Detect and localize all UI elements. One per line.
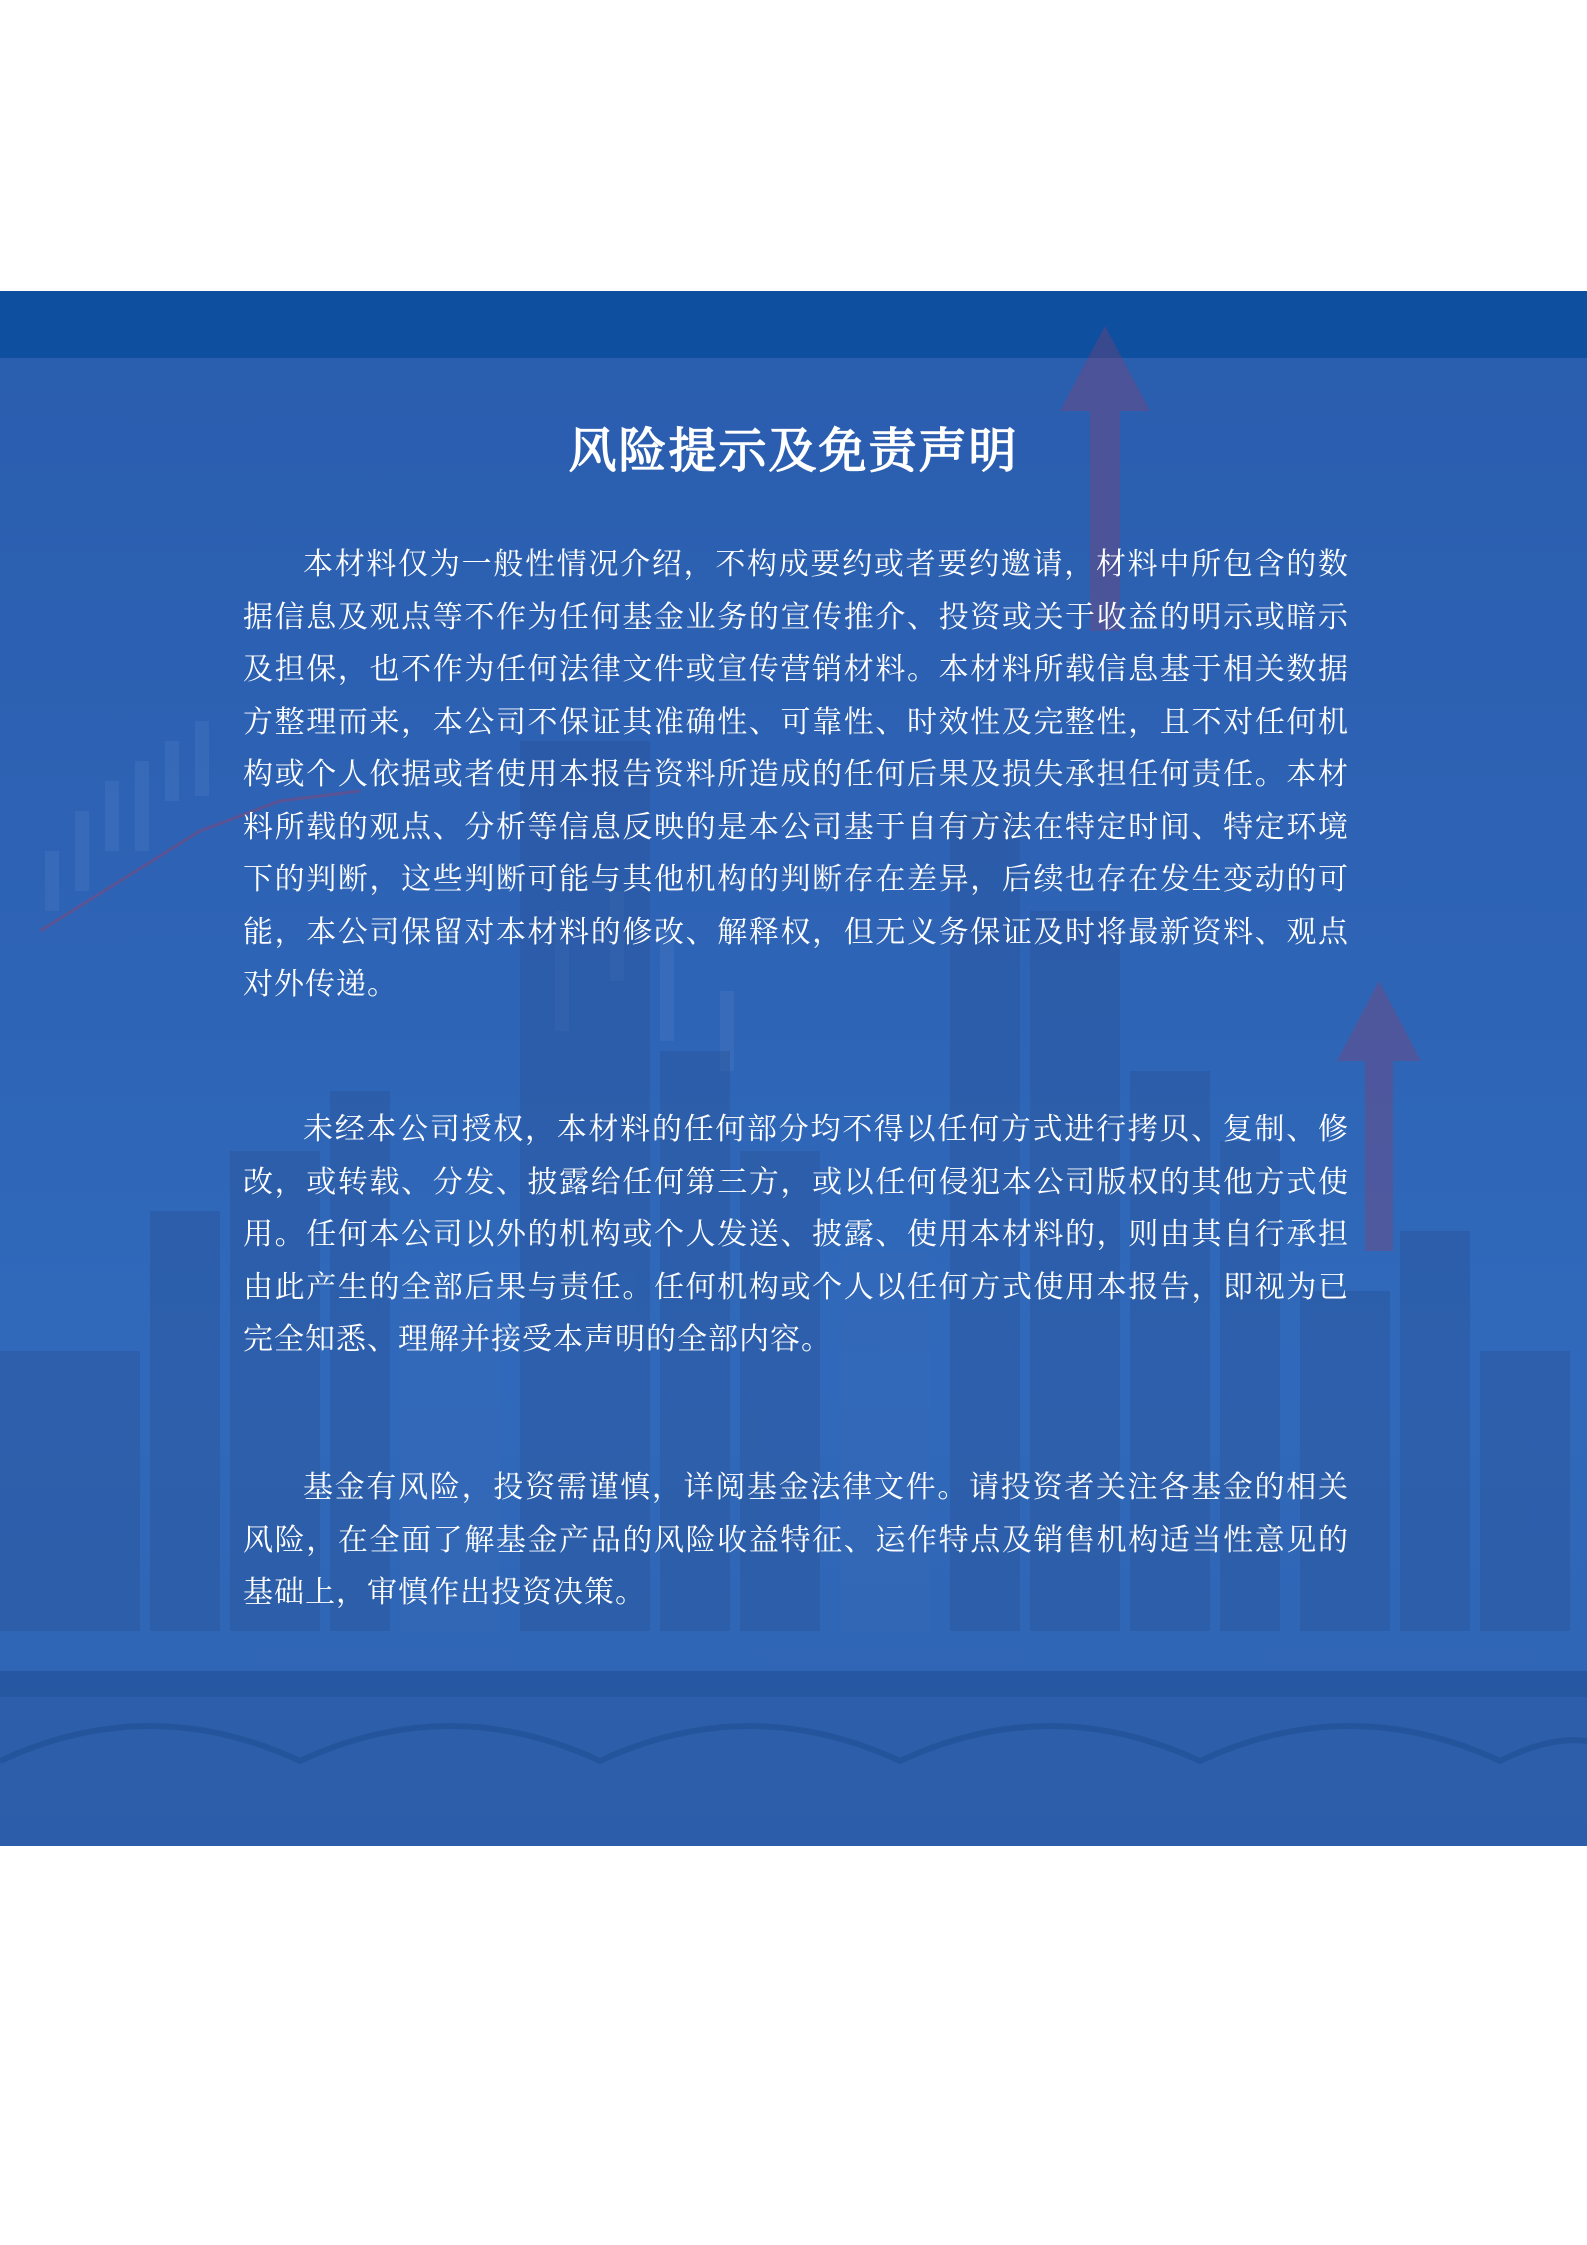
disclaimer-paragraph-2: 未经本公司授权，本材料的任何部分均不得以任何方式进行拷贝、复制、修改，或转载、分发、披露给任何第三方，或以任何侵犯本公司版权的其他方式使用。任何本公司以外的机构或个人发送、披露、使用本材料的，则由其自行承担由此产生的全部后果与责任。任何机构或个人以任何方式使用本报告，即视为已完全知悉、理解并接受本声明的全部内容。 <box>243 1112 1349 1357</box>
page-title: 风险提示及免责声明 <box>568 423 1019 479</box>
disclaimer-paragraph-3: 基金有风险，投资需谨慎，详阅基金法律文件。请投资者关注各基金的相关风险，在全面了解基金产品的风险收益特征、运作特点及销售机构适当性意见的基础上，审慎作出投资决策。 <box>243 1470 1349 1610</box>
disclaimer-paragraph-1: 本材料仅为一般性情况介绍，不构成要约或者要约邀请，材料中所包含的数据信息及观点等不作为任何基金业务的宣传推介、投资或关于收益的明示或暗示及担保，也不作为任何法律文件或宣传营销材料。本材料所载信息基于相关数据方整理而来，本公司不保证其准确性、可靠性、时效性及完整性，且不对任何机构或个人依据或者使用本报告资料所造成的任何后果及损失承担任何责任。本材料所载的观点、分析等信息反映的是本公司基于自有方法在特定时间、特定环境下的判断，这些判断可能与其他机构的判断存在差异，后续也存在发生变动的可能，本公司保留对本材料的修改、解释权，但无义务保证及时将最新资料、观点对外传递。 <box>243 547 1349 1002</box>
disclaimer-panel <box>0 291 1587 1846</box>
